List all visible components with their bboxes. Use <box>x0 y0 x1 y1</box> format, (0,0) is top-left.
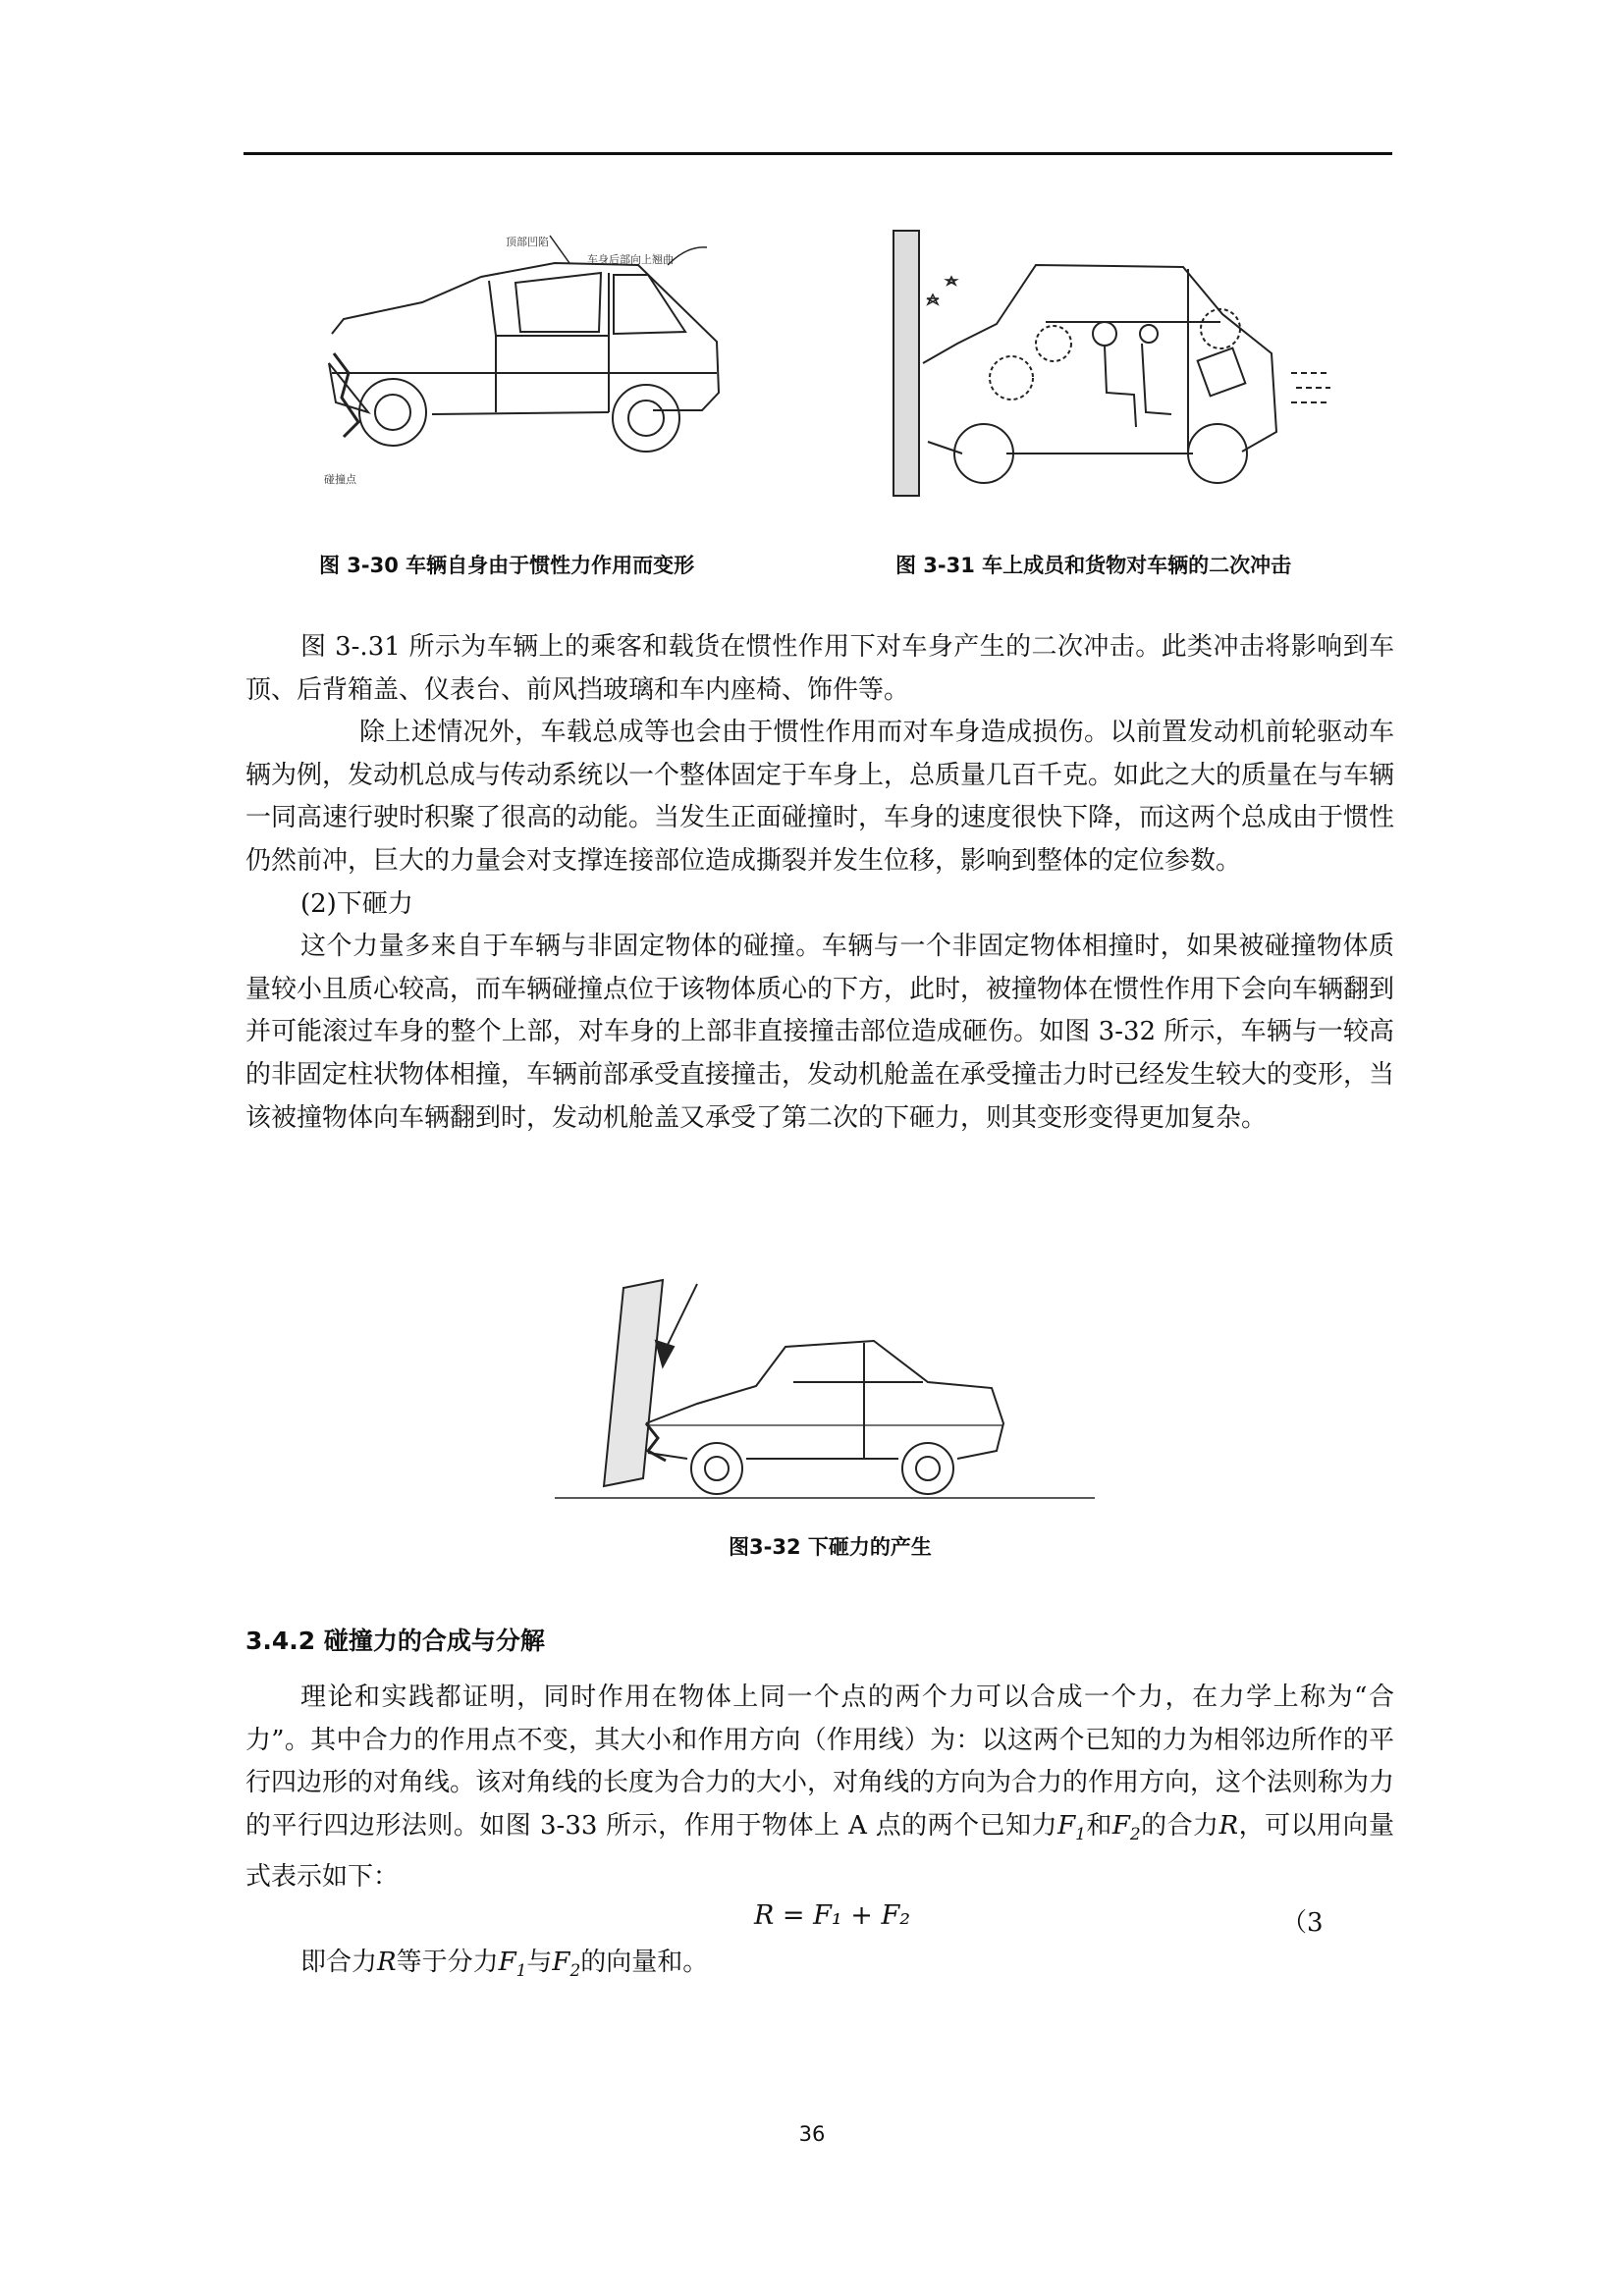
figure-3-30-caption: 图 3-30 车辆自身由于惯性力作用而变形 <box>319 554 695 577</box>
fig-3-30-label-rear: 车身后部向上翘曲 <box>587 253 674 266</box>
paragraph-assembly-inertia: 除上述情况外，车载总成等也会由于惯性作用而对车身造成损伤。以前置发动机前轮驱动车辆为例，发动机总成与传动系统以一个整体固定于车身上，总质量几百千克。如此之大的质量在与车辆一同高速行驶时积聚了很高的动能。当发生正面碰撞时，车身的速度很快下降，而这两个总成由于惯性仍然前冲，巨大的力量会对支撑连接部位造成撕裂并发生位移，影响到整体的定位参数。 <box>245 718 1395 876</box>
figure-3-31-caption: 图 3-31 车上成员和货物对车辆的二次冲击 <box>895 554 1292 577</box>
text-vector-sum: 的向量和。 <box>580 1948 709 1977</box>
section-heading: 3.4.2 碰撞力的合成与分解 <box>245 1627 545 1655</box>
paragraph-force-composition <box>245 1677 1394 1898</box>
var-f2-letter: F <box>1111 1810 1130 1841</box>
header-rule <box>244 152 1392 155</box>
figure-3-30-car-deformation <box>314 226 727 501</box>
text-resultant: 的合力 <box>1140 1810 1219 1841</box>
paragraph-vector-sum <box>245 1942 1394 1993</box>
var-f2-2 <box>552 1948 581 1981</box>
var-f1-sub: 1 <box>1075 1823 1086 1843</box>
var-f1-2 <box>498 1948 527 1981</box>
figure-3-32-caption: 图3-32 下砸力的产生 <box>729 1535 932 1559</box>
paragraph-secondary-impact: 图 3-.31 所示为车辆上的乘客和载货在惯性作用下对车身产生的二次冲击。此类冲击将影响到车顶、后背箱盖、仪表台、前风挡玻璃和车内座椅、饰件等。 <box>245 632 1394 705</box>
text-and: 和 <box>1085 1810 1112 1841</box>
paragraph-downward-force: 这个力量多来自于车辆与非固定物体的碰撞。车辆与一个非固定物体相撞时，如果被碰撞物体质量较小且质心较高，而车辆碰撞点位于该物体质心的下方，此时，被撞物体在惯性作用下会向车辆翻到并可能滚过车身的整个上部，对车身的上部非直接撞击部位造成砸伤。如图 3-32 所示，车辆与一较高的非固定柱状物体相撞，车辆前部承受直接撞击，发动机舱盖在承受撞击力时已经发生较大的变形，当该被撞物体向车辆翻到时，发动机舱盖又承受了第二次的下砸力，则其变形变得更加复杂。 <box>245 932 1395 1133</box>
subheading-downward-force: (2)下砸力 <box>300 888 413 919</box>
section-text-end <box>245 1942 1394 1993</box>
var-f1-2-sub: 1 <box>515 1960 527 1981</box>
var-f2-sub: 2 <box>1129 1823 1141 1843</box>
var-r: R <box>1218 1810 1239 1841</box>
figure-3-31-secondary-impact <box>889 226 1340 501</box>
text-equals-components: 等于分力 <box>396 1948 499 1977</box>
body-text <box>245 626 1394 1140</box>
var-f1-letter: F <box>1057 1810 1076 1841</box>
section-text <box>245 1677 1394 1898</box>
text-with: 与 <box>526 1948 553 1977</box>
var-f2 <box>1112 1811 1141 1841</box>
var-f1-2-letter: F <box>498 1948 516 1977</box>
figure-3-32-downward-force <box>550 1276 1100 1512</box>
var-f2-2-sub: 2 <box>569 1960 581 1981</box>
var-f2-2-letter: F <box>552 1948 570 1977</box>
fig-3-30-label-roof: 顶部凹陷 <box>506 236 549 248</box>
text-vector-form: ，可以用向量式表示如下： <box>245 1810 1394 1892</box>
fig-3-30-label-impact: 碰撞点 <box>324 473 356 486</box>
formula: R = F₁ + F₂ <box>754 1900 911 1931</box>
page-number: 36 <box>798 2122 826 2146</box>
text-resultant-is: 即合力 <box>300 1948 378 1977</box>
equation-number: （3 <box>1281 1908 1324 1938</box>
var-r-2: R <box>377 1948 397 1977</box>
paragraph-force-composition-text: 理论和实践都证明，同时作用在物体上同一个点的两个力可以合成一个力，在力学上称为“合力”。其中合力的作用点不变，其大小和作用方向（作用线）为：以这两个已知的力为相邻边所作的平行四边形的对角线。该对角线的长度为合力的大小，对角线的方向为合力的作用方向，这个法则称为力的平行四边形法则。如图 3-33 所示，作用于物体上 A 点的两个已知力 <box>245 1682 1395 1841</box>
var-f1 <box>1057 1811 1086 1841</box>
